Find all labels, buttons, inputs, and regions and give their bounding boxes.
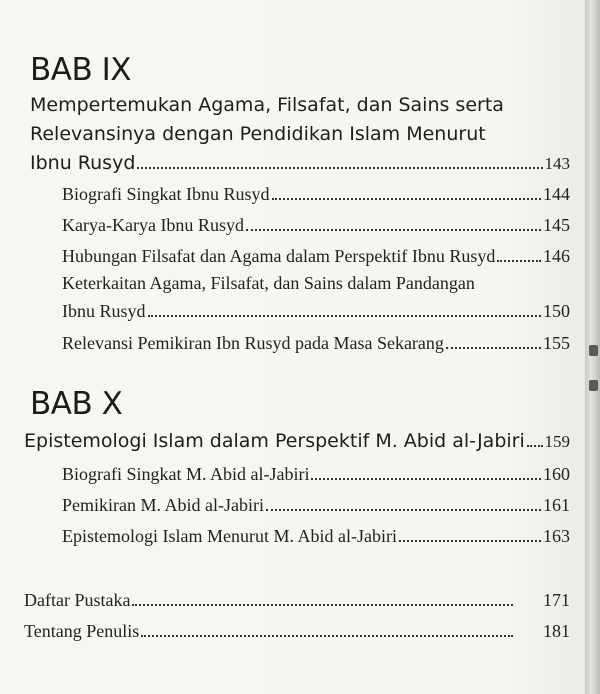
page-number: 161 <box>543 495 570 515</box>
dot-leader <box>272 196 542 200</box>
section-title: Biografi Singkat Ibnu Rusyd <box>62 184 270 204</box>
toc-entry[interactable] <box>62 492 570 516</box>
toc-entry[interactable] <box>62 461 570 485</box>
page-number: 145 <box>543 215 570 235</box>
page-number: 144 <box>543 184 570 204</box>
dot-leader <box>148 313 541 317</box>
toc-entry-chapter-ix[interactable] <box>30 150 570 174</box>
dot-leader <box>527 443 543 447</box>
toc-entry-chapter-x[interactable] <box>24 428 570 452</box>
dot-leader <box>497 258 541 262</box>
dot-leader <box>399 538 541 542</box>
page-number: 160 <box>543 464 570 484</box>
section-title: Biografi Singkat M. Abid al-Jabiri <box>62 464 310 484</box>
dot-leader <box>141 633 513 637</box>
toc-entry-tentang-penulis[interactable] <box>24 618 570 642</box>
dot-leader <box>311 476 541 480</box>
dot-leader <box>246 227 541 231</box>
chapter-title: Epistemologi Islam dalam Perspektif M. Abid al-Jabiri <box>24 430 525 452</box>
page-number: 150 <box>543 301 570 321</box>
page-number: 163 <box>543 526 570 546</box>
page-number: 155 <box>543 333 570 353</box>
section-title: Hubungan Filsafat dan Agama dalam Perspektif Ibnu Rusyd <box>62 246 496 266</box>
page-number: 159 <box>544 432 570 451</box>
dot-leader <box>132 602 513 606</box>
chapter-heading-bab-ix: BAB IX <box>30 52 131 88</box>
binding-mark <box>589 345 598 356</box>
dot-leader <box>137 165 542 169</box>
dot-leader <box>446 345 541 349</box>
chapter-title-line-1: Mempertemukan Agama, Filsafat, dan Sains serta <box>30 94 504 116</box>
page-number: 146 <box>543 246 570 266</box>
toc-entry[interactable] <box>62 181 570 205</box>
toc-entry[interactable] <box>62 330 570 354</box>
page-edge <box>585 0 600 694</box>
toc-entry[interactable] <box>62 243 570 267</box>
chapter-title-line-2: Relevansinya dengan Pendidikan Islam Menurut <box>30 123 486 145</box>
binding-mark <box>589 380 598 391</box>
toc-entry[interactable] <box>62 523 570 547</box>
section-title: Relevansi Pemikiran Ibn Rusyd pada Masa Sekarang <box>62 333 444 353</box>
back-matter-title: Tentang Penulis <box>24 621 140 641</box>
page-number: 143 <box>544 154 570 173</box>
section-title-line-1: Keterkaitan Agama, Filsafat, dan Sains dalam Pandangan <box>62 273 475 293</box>
toc-entry[interactable] <box>62 212 570 236</box>
page-number: 181 <box>543 621 570 641</box>
section-title: Karya-Karya Ibnu Rusyd <box>62 215 244 235</box>
section-title: Pemikiran M. Abid al-Jabiri <box>62 495 264 515</box>
chapter-title-line-3: Ibnu Rusyd <box>30 152 136 174</box>
dot-leader <box>266 507 541 511</box>
toc-entry-daftar-pustaka[interactable] <box>24 587 570 611</box>
toc-entry[interactable] <box>62 298 570 322</box>
back-matter-title: Daftar Pustaka <box>24 590 131 610</box>
section-title: Epistemologi Islam Menurut M. Abid al-Jabiri <box>62 526 397 546</box>
page-number: 171 <box>543 590 570 610</box>
chapter-heading-bab-x: BAB X <box>30 386 123 422</box>
section-title-line-2: Ibnu Rusyd <box>62 301 146 321</box>
